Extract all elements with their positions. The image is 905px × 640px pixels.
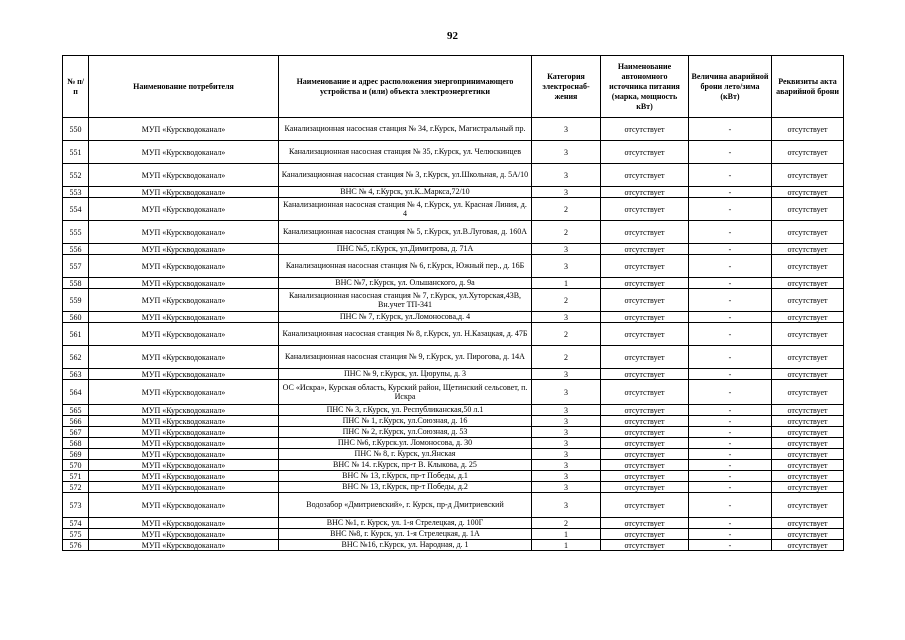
row-category: 3 [532,416,601,427]
row-address: Канализационная насосная станция № 8, г.Курск, ул. Н.Казацкая, д. 47Б [279,323,532,346]
row-number: 562 [63,346,89,369]
row-address: ПНС № 8, г. Курск, ул.Янская [279,449,532,460]
row-address: ОС «Искра», Курская область, Курский район, Щетинский сельсовет, п. Искра [279,380,532,405]
row-act: отсутствует [772,312,844,323]
row-act: отсутствует [772,118,844,141]
header-reserve: Величина аварийной брони лето/зима (кВт) [689,56,772,118]
table-row [63,278,844,289]
row-category: 3 [532,244,601,255]
row-act: отсутствует [772,278,844,289]
row-consumer: МУП «Курскводоканал» [89,518,279,529]
row-category: 3 [532,164,601,187]
row-act: отсутствует [772,346,844,369]
row-number: 567 [63,427,89,438]
row-act: отсутствует [772,438,844,449]
table-row [63,438,844,449]
row-address: ВНС № 14. г.Курск, пр-т В. Клыкова, д. 25 [279,460,532,471]
row-consumer: МУП «Курскводоканал» [89,187,279,198]
row-power-source: отсутствует [601,427,689,438]
table-row [63,518,844,529]
row-consumer: МУП «Курскводоканал» [89,198,279,221]
row-number: 553 [63,187,89,198]
row-category: 1 [532,540,601,551]
row-act: отсутствует [772,369,844,380]
row-category: 3 [532,141,601,164]
page-number: 92 [447,30,458,42]
row-number: 569 [63,449,89,460]
table-row [63,312,844,323]
row-power-source: отсутствует [601,369,689,380]
row-reserve: - [689,164,772,187]
row-address: Канализационная насосная станция № 5, г.Курск, ул.В.Луговая, д. 160А [279,221,532,244]
row-act: отсутствует [772,198,844,221]
row-category: 2 [532,198,601,221]
row-category: 3 [532,369,601,380]
row-reserve: - [689,278,772,289]
row-address: Водозабор «Дмитриевский», г. Курск, пр-д Дмитриевский [279,493,532,518]
row-power-source: отсутствует [601,405,689,416]
row-act: отсутствует [772,323,844,346]
table-row [63,416,844,427]
row-power-source: отсутствует [601,244,689,255]
row-category: 2 [532,323,601,346]
row-category: 3 [532,118,601,141]
table-row [63,221,844,244]
row-category: 3 [532,449,601,460]
row-number: 555 [63,221,89,244]
table-row [63,540,844,551]
row-act: отсутствует [772,244,844,255]
row-number: 554 [63,198,89,221]
row-consumer: МУП «Курскводоканал» [89,289,279,312]
row-act: отсутствует [772,380,844,405]
row-address: ПНС № 3, г.Курск, ул. Республиканская,50 л.1 [279,405,532,416]
row-number: 566 [63,416,89,427]
row-address: ПНС №5, г.Курск, ул.Димитрова, д. 71А [279,244,532,255]
row-power-source: отсутствует [601,346,689,369]
row-consumer: МУП «Курскводоканал» [89,540,279,551]
row-consumer: МУП «Курскводоканал» [89,493,279,518]
row-number: 559 [63,289,89,312]
row-reserve: - [689,244,772,255]
row-consumer: МУП «Курскводоканал» [89,323,279,346]
row-address: ВНС №16, г.Курск, ул. Народная, д. 1 [279,540,532,551]
row-reserve: - [689,198,772,221]
row-act: отсутствует [772,164,844,187]
table-row [63,289,844,312]
row-number: 573 [63,493,89,518]
row-power-source: отсутствует [601,221,689,244]
row-consumer: МУП «Курскводоканал» [89,438,279,449]
row-reserve: - [689,187,772,198]
row-power-source: отсутствует [601,540,689,551]
row-category: 2 [532,346,601,369]
row-consumer: МУП «Курскводоканал» [89,427,279,438]
row-address: ПНС №6, г.Курск.ул. Ломоносова, д. 30 [279,438,532,449]
row-category: 3 [532,255,601,278]
header-category: Категория электроснаб-жения [532,56,601,118]
row-consumer: МУП «Курскводоканал» [89,369,279,380]
row-act: отсутствует [772,518,844,529]
row-reserve: - [689,255,772,278]
table-row [63,460,844,471]
row-power-source: отсутствует [601,460,689,471]
row-power-source: отсутствует [601,198,689,221]
row-consumer: МУП «Курскводоканал» [89,312,279,323]
row-act: отсутствует [772,493,844,518]
table-row [63,449,844,460]
row-address: Канализационная насосная станция № 3, г.Курск, ул.Школьная, д. 5А/10 [279,164,532,187]
row-category: 3 [532,405,601,416]
row-power-source: отсутствует [601,141,689,164]
row-power-source: отсутствует [601,289,689,312]
row-number: 576 [63,540,89,551]
row-reserve: - [689,471,772,482]
row-category: 3 [532,312,601,323]
row-power-source: отсутствует [601,482,689,493]
row-act: отсутствует [772,471,844,482]
row-consumer: МУП «Курскводоканал» [89,255,279,278]
row-act: отсутствует [772,416,844,427]
row-reserve: - [689,289,772,312]
table-row [63,427,844,438]
header-address: Наименование и адрес расположения энергопринимающего устройства и (или) объекта электроэнергетики [279,56,532,118]
row-reserve: - [689,493,772,518]
table-body [63,118,844,551]
header-power-source: Наименование автономного источника питания (марка, мощность кВт) [601,56,689,118]
row-consumer: МУП «Курскводоканал» [89,278,279,289]
row-power-source: отсутствует [601,278,689,289]
row-category: 3 [532,438,601,449]
table-row [63,529,844,540]
row-reserve: - [689,380,772,405]
row-number: 550 [63,118,89,141]
row-consumer: МУП «Курскводоканал» [89,449,279,460]
row-act: отсутствует [772,529,844,540]
row-number: 557 [63,255,89,278]
row-power-source: отсутствует [601,164,689,187]
row-reserve: - [689,427,772,438]
row-category: 3 [532,427,601,438]
table-row [63,405,844,416]
row-power-source: отсутствует [601,323,689,346]
row-consumer: МУП «Курскводоканал» [89,118,279,141]
row-number: 560 [63,312,89,323]
row-reserve: - [689,405,772,416]
row-category: 3 [532,460,601,471]
row-consumer: МУП «Курскводоканал» [89,221,279,244]
row-act: отсутствует [772,449,844,460]
table-header-row [63,56,844,118]
row-number: 568 [63,438,89,449]
row-category: 1 [532,529,601,540]
row-consumer: МУП «Курскводоканал» [89,164,279,187]
row-consumer: МУП «Курскводоканал» [89,346,279,369]
row-address: ПНС № 1, г.Курск, ул.Союзная, д. 16 [279,416,532,427]
row-reserve: - [689,438,772,449]
table-row [63,198,844,221]
row-reserve: - [689,118,772,141]
header-consumer: Наименование потребителя [89,56,279,118]
row-consumer: МУП «Курскводоканал» [89,244,279,255]
row-address: ВНС №8, г. Курск, ул. 1-я Стрелецкая, д. 1А [279,529,532,540]
row-reserve: - [689,323,772,346]
row-number: 556 [63,244,89,255]
row-power-source: отсутствует [601,493,689,518]
row-power-source: отсутствует [601,518,689,529]
table-row [63,187,844,198]
row-address: ПНС № 2, г.Курск, ул.Союзная, д. 53 [279,427,532,438]
row-act: отсутствует [772,141,844,164]
row-category: 2 [532,518,601,529]
row-act: отсутствует [772,255,844,278]
row-number: 575 [63,529,89,540]
row-address: ВНС № 13, г.Курск, пр-т Победы, д.2 [279,482,532,493]
row-power-source: отсутствует [601,312,689,323]
row-reserve: - [689,346,772,369]
row-reserve: - [689,518,772,529]
row-reserve: - [689,312,772,323]
header-act: Реквизиты акта аварийной брони [772,56,844,118]
row-number: 574 [63,518,89,529]
row-number: 561 [63,323,89,346]
row-consumer: МУП «Курскводоканал» [89,141,279,164]
row-address: ВНС №7, г.Курск, ул. Ольшанского, д. 9а [279,278,532,289]
row-number: 570 [63,460,89,471]
table-row [63,493,844,518]
row-address: ВНС №1, г. Курск, ул. 1-я Стрелецкая, д. 100Г [279,518,532,529]
row-address: ПНС № 9, г.Курск, ул. Цюрупы, д. 3 [279,369,532,380]
row-category: 2 [532,221,601,244]
row-power-source: отсутствует [601,471,689,482]
row-consumer: МУП «Курскводоканал» [89,380,279,405]
row-number: 571 [63,471,89,482]
row-address: Канализационная насосная станция № 7, г.Курск, ул.Хуторская,43В, Вн.учет ТП-341 [279,289,532,312]
row-category: 2 [532,289,601,312]
row-number: 558 [63,278,89,289]
row-reserve: - [689,529,772,540]
row-act: отсутствует [772,460,844,471]
row-power-source: отсутствует [601,187,689,198]
row-power-source: отсутствует [601,255,689,278]
table-row [63,323,844,346]
row-category: 3 [532,380,601,405]
table-row [63,369,844,380]
row-consumer: МУП «Курскводоканал» [89,482,279,493]
row-reserve: - [689,482,772,493]
row-reserve: - [689,460,772,471]
table-row [63,255,844,278]
row-number: 563 [63,369,89,380]
row-reserve: - [689,141,772,164]
row-number: 565 [63,405,89,416]
row-number: 552 [63,164,89,187]
table-row [63,244,844,255]
table-row [63,482,844,493]
row-address: Канализационная насосная станция № 35, г.Курск, ул. Челюскинцев [279,141,532,164]
table-row [63,164,844,187]
row-reserve: - [689,416,772,427]
row-address: Канализационная насосная станция № 9, г.Курск, ул. Пирогова, д. 14А [279,346,532,369]
row-power-source: отсутствует [601,118,689,141]
row-power-source: отсутствует [601,380,689,405]
row-address: ВНС № 4, г.Курск, ул.К..Маркса,72/10 [279,187,532,198]
row-power-source: отсутствует [601,529,689,540]
table-row [63,118,844,141]
row-act: отсутствует [772,482,844,493]
row-reserve: - [689,221,772,244]
row-act: отсутствует [772,289,844,312]
row-consumer: МУП «Курскводоканал» [89,471,279,482]
row-consumer: МУП «Курскводоканал» [89,529,279,540]
row-address: Канализационная насосная станция № 4, г.Курск, ул. Красная Линия, д. 4 [279,198,532,221]
row-power-source: отсутствует [601,449,689,460]
row-consumer: МУП «Курскводоканал» [89,405,279,416]
row-address: Канализационная насосная станция № 34, г.Курск, Магистральный пр. [279,118,532,141]
consumers-table [62,55,844,551]
table-row [63,380,844,405]
row-power-source: отсутствует [601,416,689,427]
row-address: ПНС № 7, г.Курск, ул.Ломоносова,д. 4 [279,312,532,323]
row-number: 564 [63,380,89,405]
row-address: Канализационная насосная станция № 6, г.Курск, Южный пер., д. 16Б [279,255,532,278]
row-category: 3 [532,471,601,482]
header-number: № п/п [63,56,89,118]
row-address: ВНС № 13, г.Курск, пр-т Победы, д.1 [279,471,532,482]
row-consumer: МУП «Курскводоканал» [89,460,279,471]
table-row [63,471,844,482]
row-reserve: - [689,449,772,460]
row-number: 572 [63,482,89,493]
row-act: отсутствует [772,405,844,416]
row-consumer: МУП «Курскводоканал» [89,416,279,427]
table-row [63,141,844,164]
row-act: отсутствует [772,427,844,438]
row-act: отсутствует [772,221,844,244]
row-category: 3 [532,493,601,518]
row-category: 3 [532,482,601,493]
row-act: отсутствует [772,540,844,551]
row-category: 3 [532,187,601,198]
row-power-source: отсутствует [601,438,689,449]
row-act: отсутствует [772,187,844,198]
row-reserve: - [689,540,772,551]
table-row [63,346,844,369]
row-category: 1 [532,278,601,289]
row-reserve: - [689,369,772,380]
row-number: 551 [63,141,89,164]
